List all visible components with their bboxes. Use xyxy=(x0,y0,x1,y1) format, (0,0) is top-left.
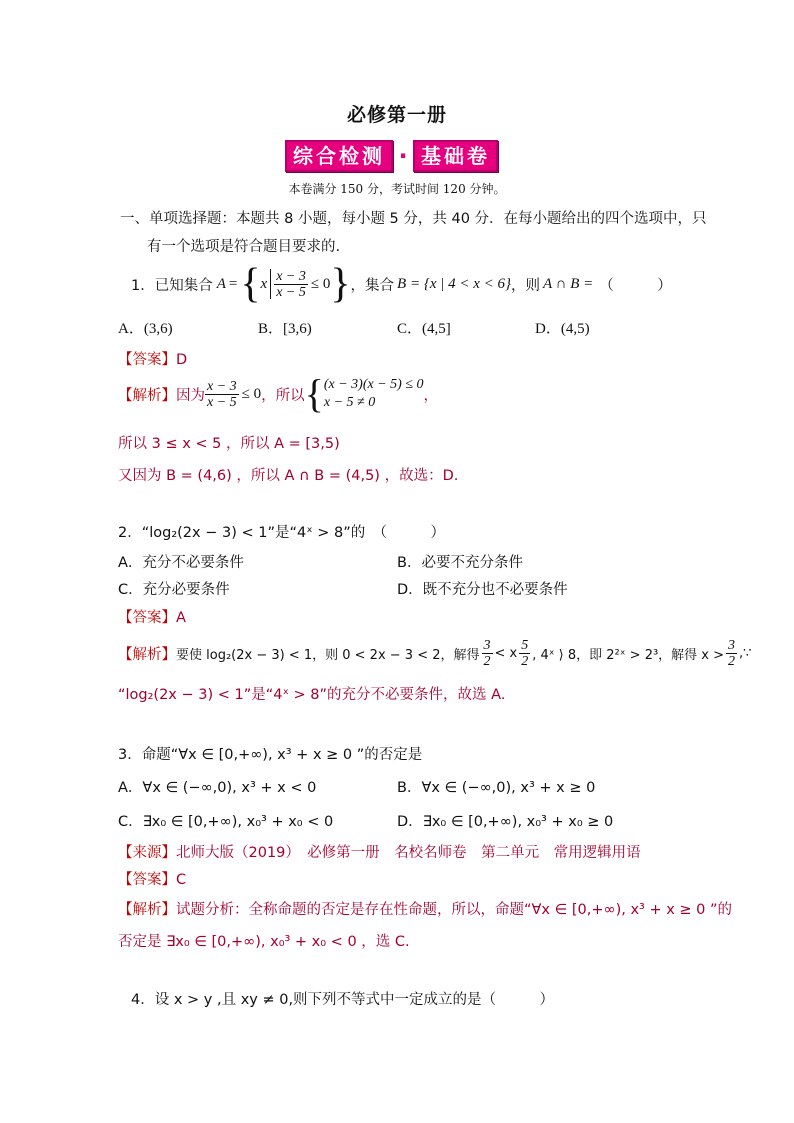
q1-setA-lhs: A xyxy=(216,275,226,292)
q1-answer-value: D xyxy=(176,352,188,368)
exam-banner xyxy=(285,140,498,172)
page-title: 必修第一册 xyxy=(346,104,447,126)
q3-option-b: B．∀x ∈ (−∞,0), x³ + x ≥ 0 xyxy=(397,780,596,796)
q2-a1-frac2-den: 2 xyxy=(521,654,529,669)
q2-a1-frac3-num: 3 xyxy=(728,638,736,653)
q1-analysis-label: 【解析】 xyxy=(118,387,176,404)
q1-paren: （ ） xyxy=(599,277,672,294)
q1-a1-fraction xyxy=(205,379,239,410)
q1-a1-end: ， xyxy=(423,387,439,404)
q1-setA-fraction xyxy=(274,269,308,300)
q1-a1-system xyxy=(324,376,424,412)
q2-option-c: C．充分必要条件 xyxy=(118,582,230,598)
q1-expr: A ∩ B = xyxy=(543,275,594,292)
q2-a1-frac1-den: 2 xyxy=(483,654,491,669)
q3-analysis-line1 xyxy=(118,898,732,919)
q3-analysis-text1: 试题分析：全称命题的否定是存在性命题，所以，命题“∀x ∈ [0,+∞), x³ + x ≥ 0 ”的 xyxy=(176,902,733,918)
q2-a1-mid: < x xyxy=(494,646,518,661)
q1-analysis-line3: 又因为 B = (4,6) ，所以 A ∩ B = (4,5) ，故选：D. xyxy=(118,468,459,484)
q1-a1-den: x − 5 xyxy=(207,394,237,410)
q1-option-d: D．(4,5) xyxy=(535,321,590,337)
q3-option-a: A．∀x ∈ (−∞,0), x³ + x < 0 xyxy=(118,780,317,796)
q2-a1-frac2 xyxy=(519,638,530,669)
q2-analysis-label: 【解析】 xyxy=(118,647,176,663)
q3-answer-label: 【答案】 xyxy=(118,872,176,888)
q1-option-c: C．(4,5] xyxy=(397,321,451,337)
q3-option-d: D．∃x₀ ∈ [0,+∞), x₀³ + x₀ ≥ 0 xyxy=(397,814,614,830)
q3-answer-value: C xyxy=(176,872,187,888)
q1-answer xyxy=(118,348,187,369)
q2-answer-value: A xyxy=(176,610,186,626)
q4-stem: 4．设 x > y ,且 xy ≠ 0,则下列不等式中一定成立的是（ ） xyxy=(131,992,555,1008)
q2-a1-end: ,∵ xyxy=(739,646,752,661)
q2-answer-label: 【答案】 xyxy=(118,610,176,626)
q3-analysis-line2: 否定是 ∃x₀ ∈ [0,+∞), x₀³ + x₀ < 0 ，选 C. xyxy=(118,934,410,950)
q2-a1-frac3 xyxy=(726,638,737,669)
q2-option-d: D．既不充分也不必要条件 xyxy=(397,582,568,598)
q1-setA-var: x xyxy=(260,275,268,292)
banner-right: 基础卷 xyxy=(413,140,498,172)
q2-a1-mid2: , 4ˣ ⟩ 8，即 2²ˣ > 2³，解得 x > xyxy=(532,648,725,663)
section-heading-line2: 有一个选项是符合题目要求的. xyxy=(147,239,341,255)
q1-option-a: A．(3,6) xyxy=(118,321,173,337)
q1-prefix: 1．已知集合 xyxy=(131,277,213,294)
q2-a1-pre: 要使 log₂(2x − 3) < 1，则 0 < 2x − 3 < 2，解得 xyxy=(176,648,480,663)
q2-analysis-line1 xyxy=(118,638,751,669)
q2-option-a: A．充分不必要条件 xyxy=(118,555,244,571)
q1-a1-sys2: x − 5 ≠ 0 xyxy=(323,395,376,410)
q1-mid: ，集合 xyxy=(350,277,395,294)
q1-answer-label: 【答案】 xyxy=(118,352,176,368)
q1-a1-rel: ≤ 0 xyxy=(241,385,262,402)
q2-a1-frac2-num: 5 xyxy=(521,638,529,653)
q1-analysis-line1: 【解析】 因为 $\frac{x - 3}{x - 5}$ ≤ 0 ，所以 { (x − 3)(x − 5) ≤ 0 x − 5 ≠ 0 ， xyxy=(118,371,439,416)
q2-a1-frac1 xyxy=(482,638,493,669)
q3-answer xyxy=(118,868,186,889)
q1-stem: 1．已知集合 A = { x $\frac{x - 3}{x - 5}$ ≤ 0 } ，集合 B = {x | 4 < x < 6} ，则 A ∩ B = （ ） xyxy=(131,261,672,307)
q3-analysis-label: 【解析】 xyxy=(118,902,176,918)
exam-info: 本卷满分 150 分，考试时间 120 分钟。 xyxy=(288,182,506,196)
q1-a1-mid: ，所以 xyxy=(261,387,305,404)
q3-stem: 3．命题“∀x ∈ [0,+∞), x³ + x ≥ 0 ”的否定是 xyxy=(118,747,423,763)
q1-setA-num: x − 3 xyxy=(276,268,306,284)
q1-a1-num: x − 3 xyxy=(207,378,237,394)
q1-analysis-line2: 所以 3 ≤ x < 5 ，所以 A = [3,5) xyxy=(118,436,340,452)
q2-analysis-line2: “log₂(2x − 3) < 1”是“4ˣ > 8”的充分不必要条件，故选 A. xyxy=(118,687,506,703)
banner-left: 综合检测 xyxy=(285,140,393,172)
q1-tail: ，则 xyxy=(511,277,541,294)
q3-option-c: C．∃x₀ ∈ [0,+∞), x₀³ + x₀ < 0 xyxy=(118,814,334,830)
q2-a1-frac1-num: 3 xyxy=(483,638,491,653)
section-heading-line1: 一、单项选择题：本题共 8 小题，每小题 5 分，共 40 分．在每小题给出的四个选项中，只 xyxy=(120,211,707,227)
q1-setA-den: x − 5 xyxy=(276,284,306,300)
q3-source-label: 【来源】 xyxy=(118,845,176,861)
q1-setB: B = {x | 4 < x < 6} xyxy=(397,275,512,292)
q2-answer xyxy=(118,606,186,627)
q2-a1-frac3-den: 2 xyxy=(728,654,736,669)
q2-stem: 2．“log₂(2x − 3) < 1”是“4ˣ > 8”的 （ ） xyxy=(118,525,445,541)
q1-option-b: B．[3,6) xyxy=(258,321,312,337)
banner-dot: · xyxy=(398,142,408,170)
q1-a1-sys1: (x − 3)(x − 5) ≤ 0 xyxy=(323,377,424,392)
q1-setA-rel: ≤ 0 xyxy=(310,275,331,292)
q1-a1-pre: 因为 xyxy=(176,387,205,404)
q3-source-text: 北师大版（2019） 必修第一册 名校名师卷 第二单元 常用逻辑用语 xyxy=(176,845,641,861)
q2-option-b: B．必要不充分条件 xyxy=(397,555,523,571)
q3-source xyxy=(118,841,641,862)
